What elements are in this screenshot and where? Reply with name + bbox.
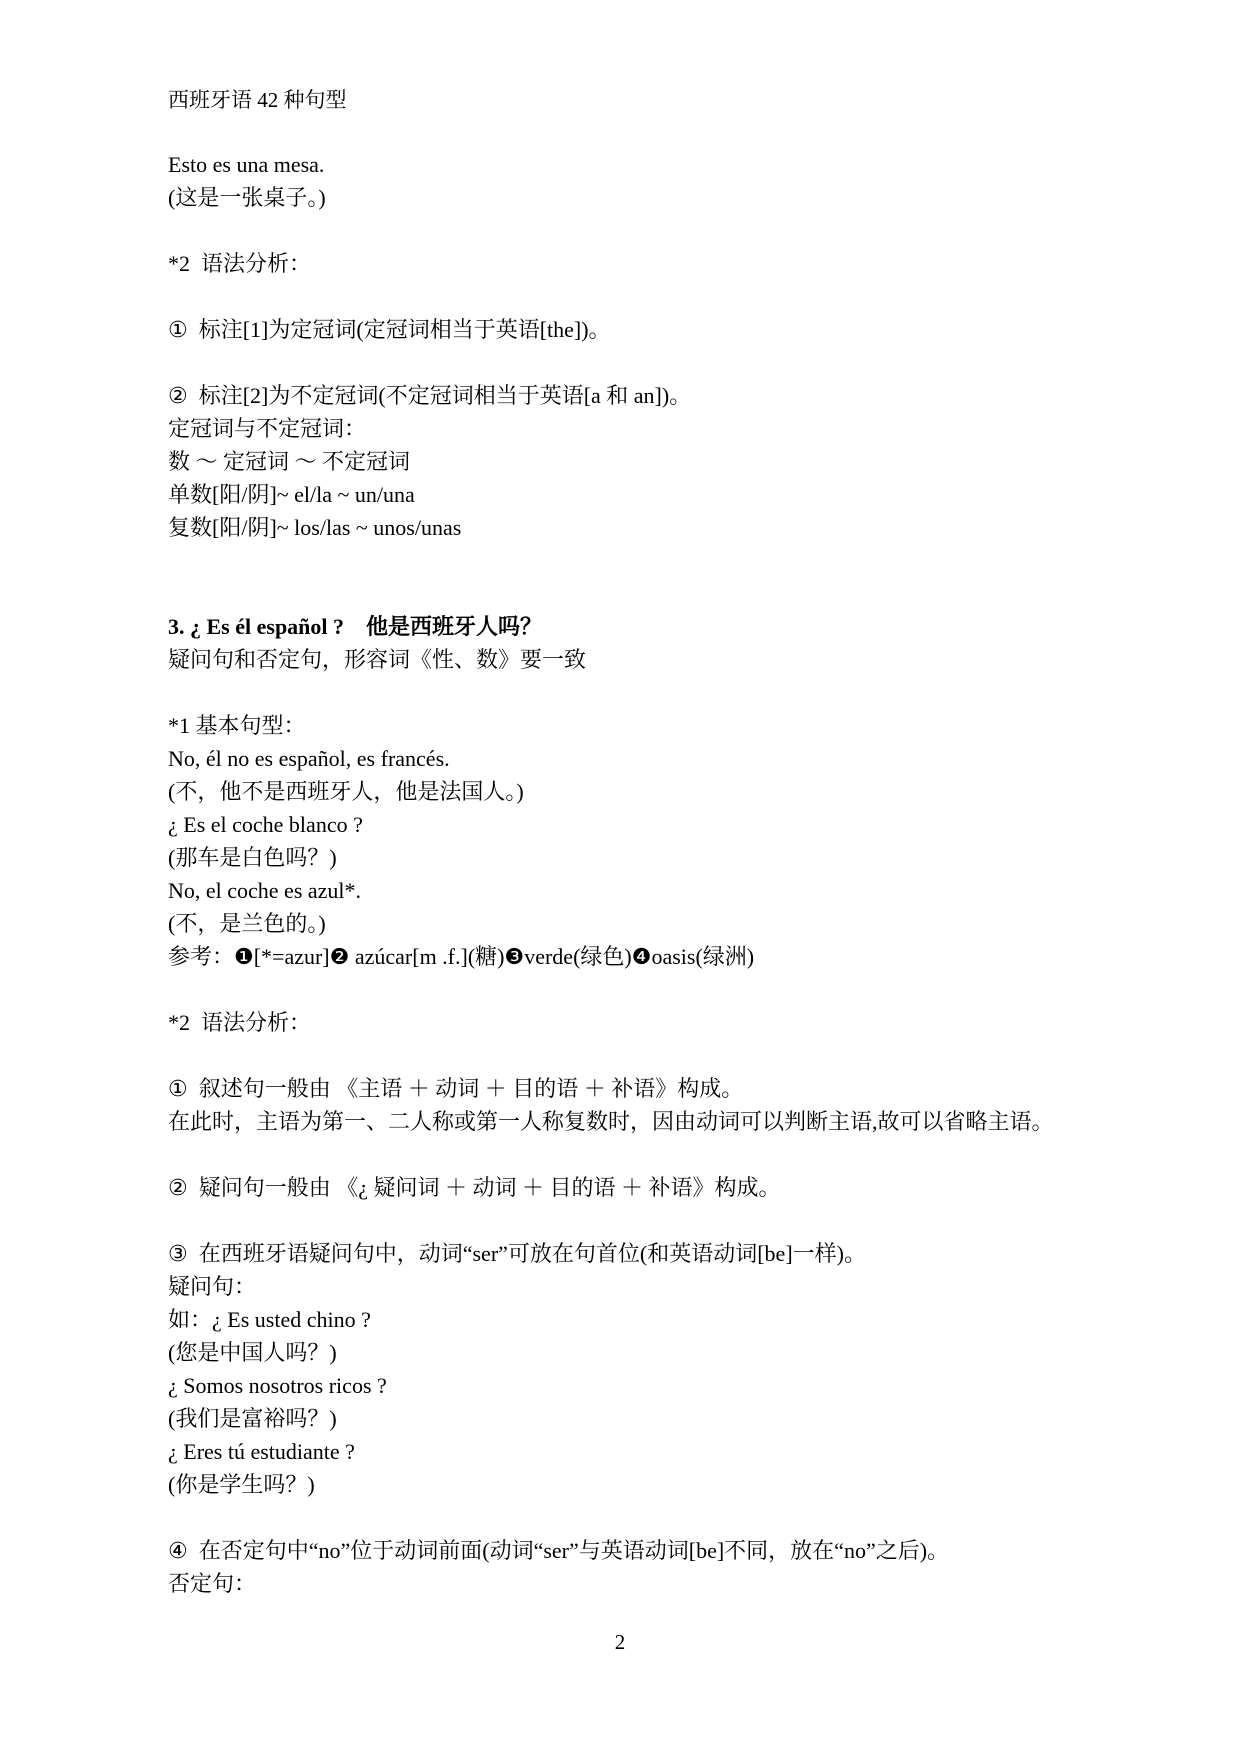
text-line: ¿ Eres tú estudiante ? bbox=[168, 1439, 355, 1464]
text-line: ① 叙述句一般由 《主语 ＋ 动词 ＋ 目的语 ＋ 补语》构成。 bbox=[168, 1076, 744, 1101]
blank-line bbox=[168, 1501, 1088, 1534]
blank-line bbox=[168, 1039, 1088, 1072]
text-line: 参考：❶[*=azur]❷ azúcar[m .f.](糖)❸verde(绿色)❹oasis(绿洲) bbox=[168, 944, 755, 969]
document-header-title: 西班牙语 42 种句型 bbox=[168, 88, 347, 112]
text-line: ④ 在否定句中“no”位于动词前面(动词“ser”与英语动词[be]不同，放在“no”之后)。 bbox=[168, 1538, 950, 1563]
page-number: 2 bbox=[614, 1630, 626, 1654]
text-line: (那车是白色吗？) bbox=[168, 845, 337, 870]
blank-line bbox=[168, 544, 1088, 577]
text-line: Esto es una mesa. bbox=[168, 152, 325, 177]
blank-line bbox=[168, 676, 1088, 709]
text-line: ② 标注[2]为不定冠词(不定冠词相当于英语[a 和 an])。 bbox=[168, 383, 692, 408]
text-line: 否定句： bbox=[168, 1571, 257, 1596]
text-line: ③ 在西班牙语疑问句中，动词“ser”可放在句首位(和英语动词[be]一样)。 bbox=[168, 1241, 866, 1266]
blank-line bbox=[168, 280, 1088, 313]
text-line: ¿ Es el coche blanco ? bbox=[168, 812, 363, 837]
text-line: (你是学生吗？) bbox=[168, 1472, 315, 1497]
blank-line bbox=[168, 1138, 1088, 1171]
text-line: 复数[阳/阴]~ los/las ~ unos/unas bbox=[168, 515, 462, 540]
text-line: 如：¿ Es usted chino ? bbox=[168, 1307, 371, 1332]
blank-line bbox=[168, 1204, 1088, 1237]
text-line: 定冠词与不定冠词： bbox=[168, 416, 367, 441]
text-line: (这是一张桌子。) bbox=[168, 185, 326, 210]
text-line: 疑问句： bbox=[168, 1274, 257, 1299]
text-line: *1 基本句型： bbox=[168, 713, 306, 738]
blank-line bbox=[168, 577, 1088, 610]
text-line: 3. ¿ Es él español ? 他是西班牙人吗？ bbox=[168, 614, 543, 639]
blank-line bbox=[168, 214, 1088, 247]
blank-line bbox=[168, 973, 1088, 1006]
text-line: *2 语法分析： bbox=[168, 251, 312, 276]
text-line: 在此时，主语为第一、二人称或第一人称复数时，因由动词可以判断主语,故可以省略主语。 bbox=[168, 1109, 1054, 1134]
text-line: (我们是富裕吗？) bbox=[168, 1406, 337, 1431]
text-line: *2 语法分析： bbox=[168, 1010, 312, 1035]
text-line: 数 ～ 定冠词 ～ 不定冠词 bbox=[168, 449, 411, 474]
text-line: 疑问句和否定句，形容词《性、数》要一致 bbox=[168, 647, 587, 672]
text-line: (不，他不是西班牙人，他是法国人。) bbox=[168, 779, 524, 804]
text-line: 单数[阳/阴]~ el/la ~ un/una bbox=[168, 482, 415, 507]
text-line: No, el coche es azul*. bbox=[168, 878, 362, 903]
text-line: ① 标注[1]为定冠词(定冠词相当于英语[the])。 bbox=[168, 317, 611, 342]
text-line: ② 疑问句一般由 《¿ 疑问词 ＋ 动词 ＋ 目的语 ＋ 补语》构成。 bbox=[168, 1175, 781, 1200]
text-line: No, él no es español, es francés. bbox=[168, 746, 450, 771]
document-lines bbox=[168, 148, 1088, 1600]
blank-line bbox=[168, 346, 1088, 379]
text-line: (不，是兰色的。) bbox=[168, 911, 326, 936]
text-line: ¿ Somos nosotros ricos ? bbox=[168, 1373, 387, 1398]
text-line: (您是中国人吗？) bbox=[168, 1340, 337, 1365]
